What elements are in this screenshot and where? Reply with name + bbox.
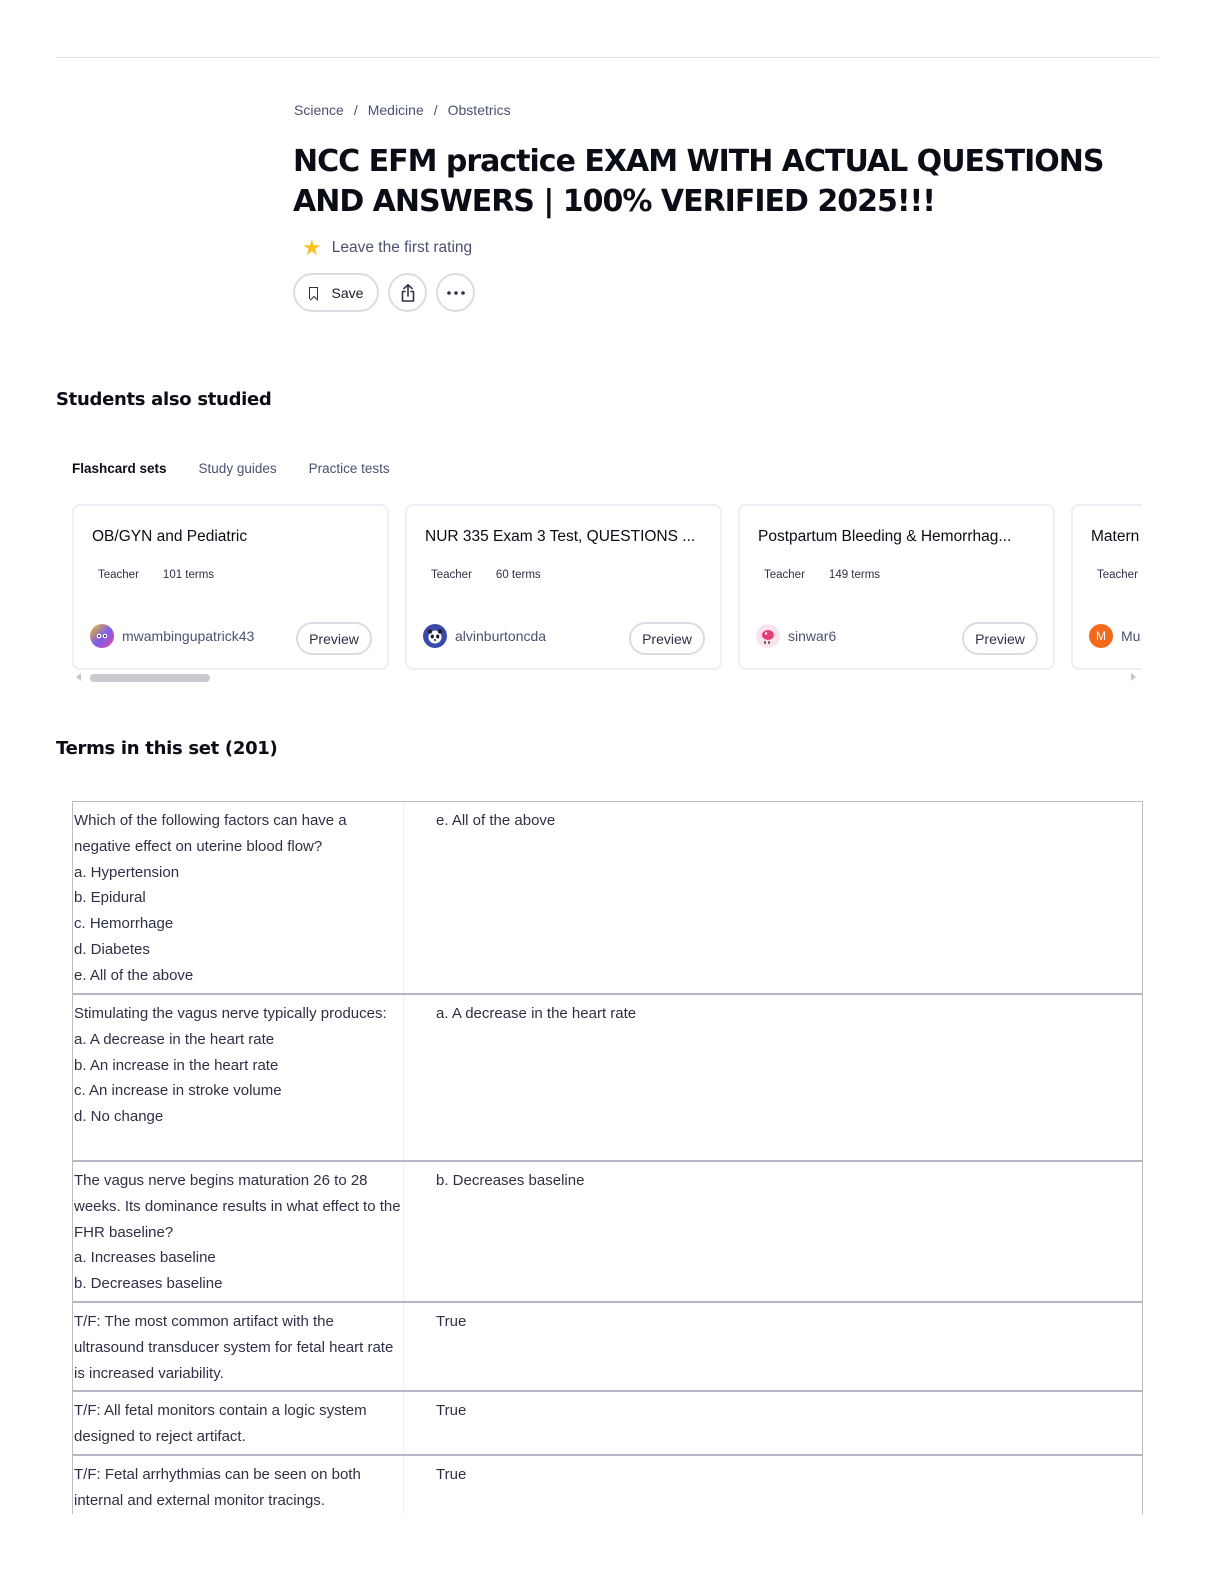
star-icon: ★ xyxy=(302,235,322,260)
card-username: mwambingupatrick43 xyxy=(122,628,255,644)
card-meta xyxy=(98,569,214,581)
term-row xyxy=(73,1303,1142,1392)
share-icon xyxy=(399,283,417,303)
breadcrumb-obstetrics[interactable]: Obstetrics xyxy=(447,102,511,118)
term-question: Which of the following factors can have a negative effect on uterine blood flow? a. Hypertension b. Epidural c. Hemorrhage d. Diabetes e. All of the above xyxy=(73,802,404,993)
card-title: OB/GYN and Pediatric xyxy=(92,528,248,545)
study-set-card[interactable] xyxy=(72,504,389,670)
card-title: Postpartum Bleeding & Hemorrhag... xyxy=(758,528,1012,545)
card-username: sinwar6 xyxy=(788,628,837,644)
term-question: The vagus nerve begins maturation 26 to 28 weeks. Its dominance results in what effect to the FHR baseline? a. Increases baseline b. Decreases baseline xyxy=(73,1162,404,1301)
save-label: Save xyxy=(331,284,364,301)
share-button[interactable] xyxy=(388,273,427,312)
term-question: T/F: The most common artifact with the ultrasound transducer system for fetal heart rate is increased variability. xyxy=(73,1303,404,1390)
card-author[interactable] xyxy=(423,624,546,648)
card-term-count: 149 terms xyxy=(828,569,881,581)
breadcrumb-medicine[interactable]: Medicine xyxy=(367,102,424,118)
study-set-card[interactable] xyxy=(738,504,1055,670)
avatar xyxy=(423,624,447,648)
card-username: alvinburtoncda xyxy=(455,628,547,644)
terms-heading: Terms in this set (201) xyxy=(56,738,278,759)
term-row xyxy=(73,802,1142,995)
bird-icon xyxy=(759,627,777,645)
card-role: Teacher xyxy=(764,569,805,581)
card-author[interactable] xyxy=(90,624,254,648)
term-answer: b. Decreases baseline xyxy=(436,1172,585,1189)
avatar xyxy=(756,624,780,648)
term-answer: e. All of the above xyxy=(436,812,556,829)
term-question: Stimulating the vagus nerve typically produces: a. A decrease in the heart rate b. An increase in the heart rate c. An increase in stroke volume d. No change xyxy=(73,995,404,1160)
avatar xyxy=(90,624,114,648)
avatar-face-icon xyxy=(95,631,109,641)
card-author[interactable] xyxy=(1089,624,1140,648)
more-button[interactable] xyxy=(436,273,475,312)
breadcrumb xyxy=(294,102,511,118)
terms-table xyxy=(72,801,1143,1514)
save-button[interactable] xyxy=(293,273,379,312)
tab-study-guides[interactable]: Study guides xyxy=(198,461,277,476)
card-role: Teacher xyxy=(1097,569,1138,581)
preview-button[interactable]: Preview xyxy=(296,622,372,655)
term-answer: True xyxy=(436,1313,467,1330)
tab-flashcard-sets[interactable]: Flashcard sets xyxy=(72,461,167,476)
card-role: Teacher xyxy=(98,569,139,581)
card-term-count: 60 terms xyxy=(495,569,541,581)
rating-label: Leave the first rating xyxy=(331,239,473,256)
term-answer: a. A decrease in the heart rate xyxy=(436,1005,637,1022)
study-set-carousel xyxy=(72,504,1142,671)
card-meta xyxy=(431,569,541,581)
set-actions xyxy=(293,273,475,312)
panda-icon xyxy=(426,628,444,644)
page-title: NCC EFM practice EXAM WITH ACTUAL QUESTIONS AND ANSWERS | 100% VERIFIED 2025!!! xyxy=(293,144,1104,219)
card-term-count: 101 terms xyxy=(162,569,215,581)
tab-practice-tests[interactable]: Practice tests xyxy=(308,461,390,476)
term-row xyxy=(73,1456,1142,1514)
card-username: Mu xyxy=(1121,628,1141,644)
students-also-studied-heading: Students also studied xyxy=(56,389,272,410)
scroll-left-arrow[interactable] xyxy=(76,673,81,681)
card-author[interactable] xyxy=(756,624,836,648)
avatar: M xyxy=(1089,624,1113,648)
breadcrumb-separator: / xyxy=(433,102,438,118)
card-title: NUR 335 Exam 3 Test, QUESTIONS ... xyxy=(425,528,696,545)
term-answer: True xyxy=(436,1466,467,1483)
preview-button[interactable]: Preview xyxy=(962,622,1038,655)
breadcrumb-science[interactable]: Science xyxy=(294,102,344,118)
bookmark-icon xyxy=(309,287,318,299)
more-icon xyxy=(446,290,466,296)
study-tabs xyxy=(72,461,422,476)
breadcrumb-separator: / xyxy=(353,102,358,118)
scroll-right-arrow[interactable] xyxy=(1131,673,1136,681)
term-row xyxy=(73,995,1142,1162)
carousel-scrollbar[interactable] xyxy=(90,674,210,682)
preview-button[interactable]: Preview xyxy=(629,622,705,655)
study-set-card[interactable] xyxy=(1071,504,1142,670)
term-question: T/F: Fetal arrhythmias can be seen on both internal and external monitor tracings. xyxy=(73,1456,404,1514)
header-divider xyxy=(56,57,1159,58)
rating[interactable] xyxy=(302,237,472,259)
study-set-card[interactable] xyxy=(405,504,722,670)
card-title: Matern xyxy=(1091,528,1140,545)
card-meta xyxy=(1097,569,1142,581)
term-row xyxy=(73,1162,1142,1303)
card-role: Teacher xyxy=(431,569,472,581)
term-row xyxy=(73,1392,1142,1456)
card-meta xyxy=(764,569,880,581)
term-question: T/F: All fetal monitors contain a logic system designed to reject artifact. xyxy=(73,1392,404,1454)
term-answer: True xyxy=(436,1402,467,1419)
